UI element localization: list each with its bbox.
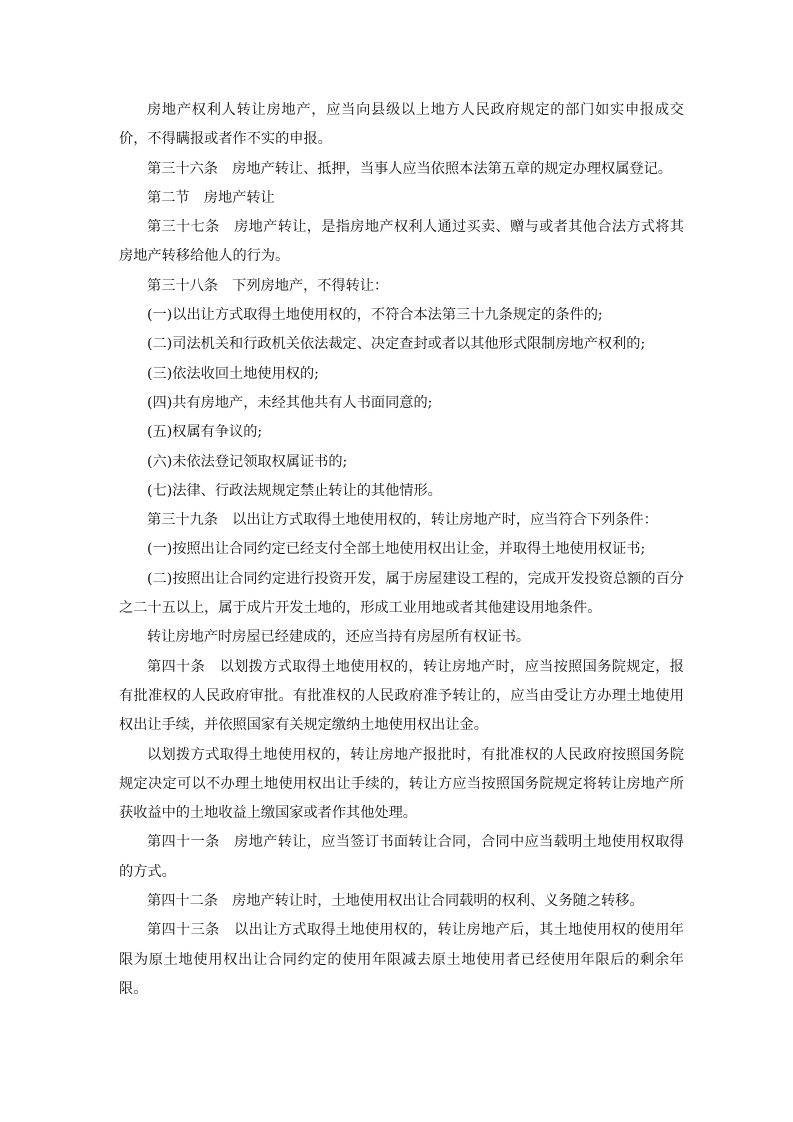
paragraph: 房地产权利人转让房地产，应当向县级以上地方人民政府规定的部门如实申报成交价，不得瞒报或者作不实的申报。 [119, 102, 684, 148]
list-item: (五)权属有争议的; [147, 424, 263, 441]
paragraph: 以划拨方式取得土地使用权的，转让房地产报批时，有批准权的人民政府按照国务院规定决定可以不办理土地使用权出让手续的，转让方应当按照国务院规定将转让房地产所获收益中的土地收益上缴国家或者作其他处理。 [119, 746, 684, 822]
list-item: (四)共有房地产，未经其他共有人书面同意的; [147, 394, 433, 411]
article-42: 第四十二条 房地产转让时，土地使用权出让合同载明的权利、义务随之转移。 [147, 893, 644, 910]
list-item: (一)按照出让合同约定已经支付全部土地使用权出让金，并取得土地使用权证书; [147, 541, 646, 558]
paragraph: 转让房地产时房屋已经建成的，还应当持有房屋所有权证书。 [147, 629, 531, 646]
article-37: 第三十七条 房地产转让，是指房地产权利人通过买卖、赠与或者其他合法方式将其房地产转移给他人的行为。 [119, 219, 684, 265]
article-38: 第三十八条 下列房地产，不得转让： [147, 277, 389, 294]
list-item: (二)按照出让合同约定进行投资开发，属于房屋建设工程的，完成开发投资总额的百分之二十五以上，属于成片开发土地的，形成工业用地或者其他建设用地条件。 [119, 570, 684, 617]
article-40: 第四十条 以划拨方式取得土地使用权的，转让房地产时，应当按照国务院规定，报有批准权的人民政府审批。有批准权的人民政府准予转让的，应当由受让方办理土地使用权出让手续，并依照国家有关规定缴纳土地使用权出让金。 [119, 658, 684, 734]
article-41: 第四十一条 房地产转让，应当签订书面转让合同，合同中应当载明土地使用权取得的方式。 [119, 834, 684, 880]
document-body [119, 96, 684, 1004]
article-43: 第四十三条 以出让方式取得土地使用权的，转让房地产后，其土地使用权的使用年限为原土地使用权出让合同约定的使用年限减去原土地使用者已经使用年限后的剩余年限。 [119, 922, 684, 997]
list-item: (三)依法收回土地使用权的; [147, 365, 319, 382]
section-heading: 第二节 房地产转让 [147, 189, 275, 206]
list-item: (六)未依法登记领取权属证书的; [147, 453, 348, 470]
article-39: 第三十九条 以出让方式取得土地使用权的，转让房地产时，应当符合下列条件： [147, 512, 658, 529]
list-item: (七)法律、行政法规规定禁止转让的其他情形。 [147, 482, 442, 499]
list-item: (一)以出让方式取得土地使用权的，不符合本法第三十九条规定的条件的; [147, 307, 603, 324]
list-item: (二)司法机关和行政机关依法裁定、决定查封或者以其他形式限制房地产权利的; [147, 336, 646, 353]
article-36: 第三十六条 房地产转让、抵押，当事人应当依照本法第五章的规定办理权属登记。 [147, 160, 672, 177]
